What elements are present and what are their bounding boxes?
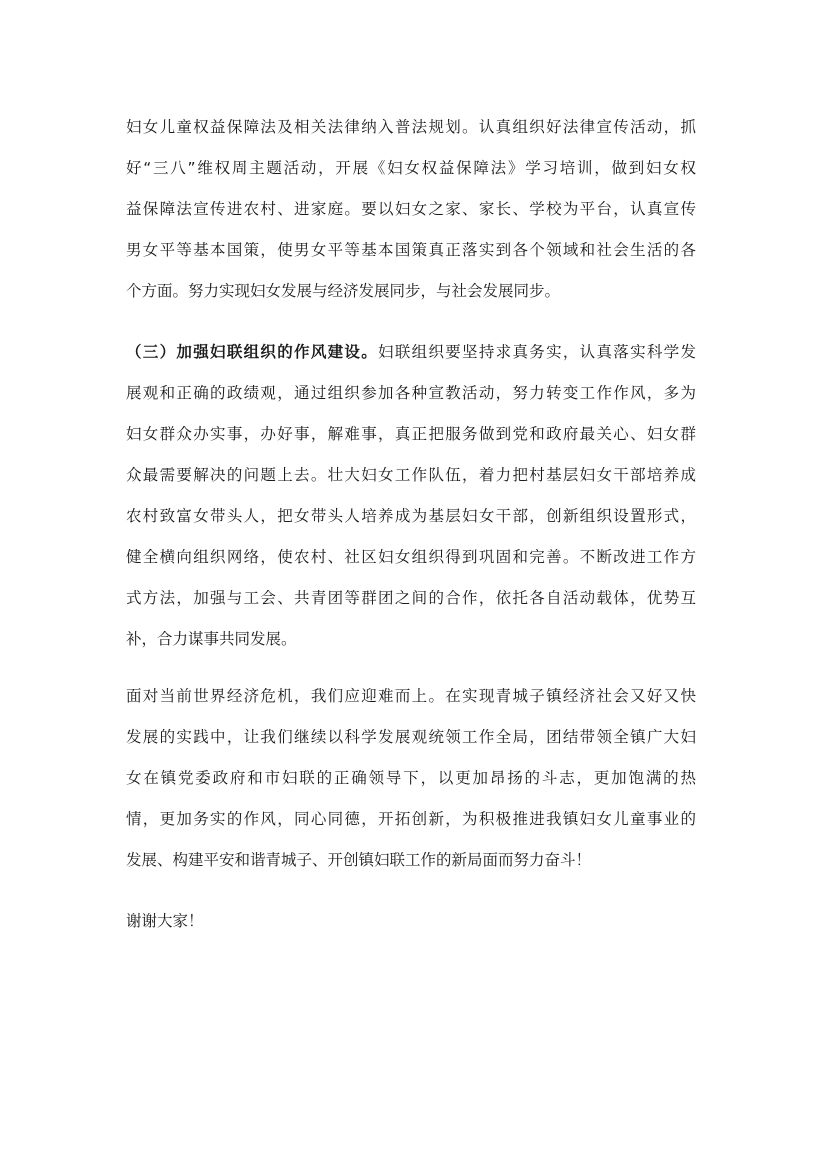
text-line: 男女平等基本国策，使男女平等基本国策真正落实到各个领域和社会生活的各 xyxy=(126,241,696,259)
text-line: 好“三八”维权周主题活动，开展《妇女权益保障法》学习培训，做到妇女权 xyxy=(126,159,696,177)
document-page xyxy=(126,112,696,947)
text-line: 展观和正确的政绩观，通过组织参加各种宣教活动，努力转变工作作风，多为 xyxy=(126,384,696,402)
paragraph-work-style xyxy=(126,337,696,665)
text-line: 面对当前世界经济危机，我们应迎难而上。在实现青城子镇经济社会又好又快 xyxy=(126,687,696,705)
text-line: 补，合力谋事共同发展。 xyxy=(126,630,297,648)
text-line: 益保障法宣传进农村、进家庭。要以妇女之家、家长、学校为平台，认真宣传 xyxy=(126,200,696,218)
text-line: 情，更加务实的作风，同心同德，开拓创新，为积极推进我镇妇女儿童事业的 xyxy=(126,810,696,828)
text-line: 个方面。努力实现妇女发展与经济发展同步，与社会发展同步。 xyxy=(126,282,561,300)
paragraph-rights-law xyxy=(126,112,696,317)
text-line: 众最需要解决的问题上去。壮大妇女工作队伍，着力把村基层妇女干部培养成 xyxy=(126,466,696,484)
text-line: 发展、构建平安和谐青城子、开创镇妇联工作的新局面而努力奋斗！ xyxy=(126,851,592,869)
text-line: 谢谢大家！ xyxy=(126,912,204,930)
paragraph-thanks xyxy=(126,906,696,947)
paragraph-closing xyxy=(126,681,696,886)
text-line: 发展的实践中，让我们继续以科学发展观统领工作全局，团结带领全镇广大妇 xyxy=(126,728,696,746)
text-span: 妇联组织要坚持求真务实，认真落实科学发 xyxy=(378,343,696,361)
text-line: 女在镇党委政府和市妇联的正确领导下，以更加昂扬的斗志，更加饱满的热 xyxy=(126,769,696,787)
text-line: 农村致富女带头人，把女带头人培养成为基层妇女干部，创新组织设置形式， xyxy=(126,507,696,525)
text-line: 妇女群众办实事，办好事，解难事，真正把服务做到党和政府最关心、妇女群 xyxy=(126,425,696,443)
text-line: 健全横向组织网络，使农村、社区妇女组织得到巩固和完善。不断改进工作方 xyxy=(126,548,696,566)
section-heading: （三）加强妇联组织的作风建设。 xyxy=(126,343,379,361)
text-line: 式方法，加强与工会、共青团等群团之间的合作，依托各自活动载体，优势互 xyxy=(126,589,696,607)
text-line xyxy=(126,337,696,378)
text-line: 妇女儿童权益保障法及相关法律纳入普法规划。认真组织好法律宣传活动，抓 xyxy=(126,118,696,136)
